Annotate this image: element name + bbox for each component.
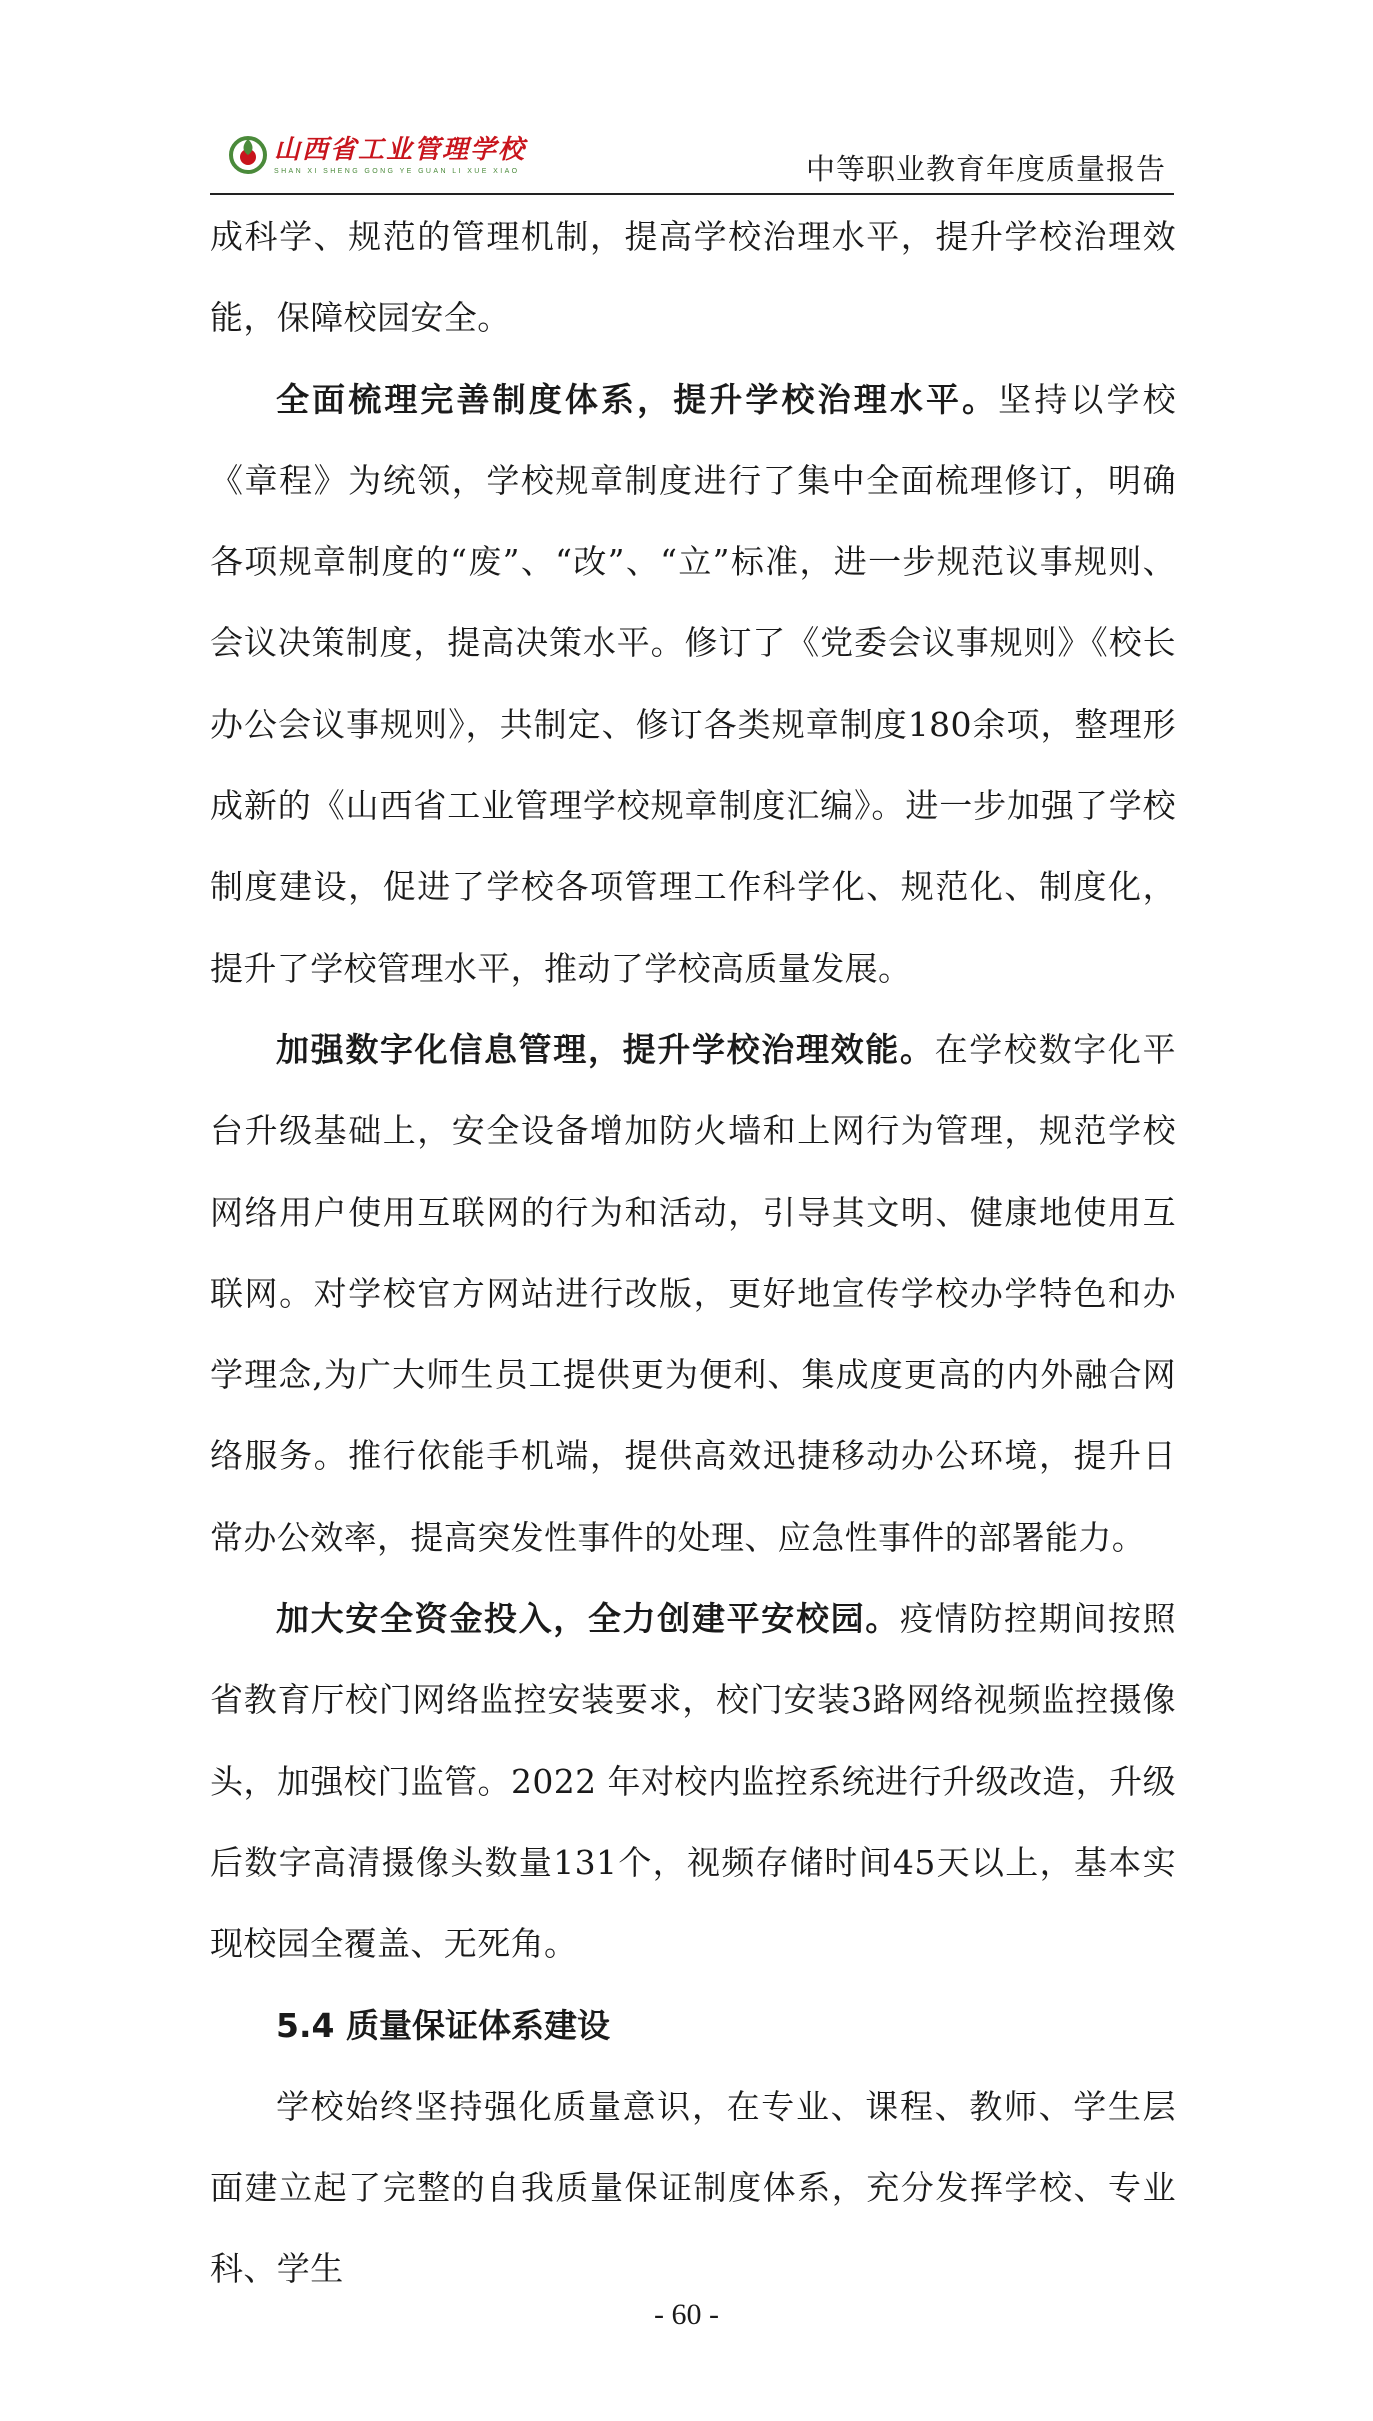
header-divider — [210, 193, 1174, 195]
paragraph-digital-management — [210, 1009, 1176, 1578]
logo-pinyin-name: SHAN XI SHENG GONG YE GUAN LI XUE XIAO — [274, 168, 520, 175]
paragraph-continued: 成科学、规范的管理机制，提高学校治理水平，提升学校治理效能，保障校园安全。 — [210, 217, 1176, 338]
page-number: - 60 - — [654, 2298, 719, 2331]
paragraph-system-review — [210, 359, 1176, 1009]
logo-chinese-name: 山西省工业管理学校 — [274, 135, 527, 165]
school-logo — [228, 135, 526, 177]
section-heading: 5.4 质量保证体系建设 — [276, 2005, 610, 2045]
paragraph-safety-investment — [210, 1578, 1176, 1984]
page-header — [210, 125, 1174, 195]
paragraph-lead: 加大安全资金投入，全力创建平安校园。 — [276, 1599, 900, 1639]
paragraph-quality-assurance: 学校始终坚持强化质量意识，在专业、课程、教师、学生层面建立起了完整的自我质量保证制度体系，充分发挥学校、专业科、学生 — [210, 2086, 1176, 2289]
paragraph-text: 坚持以学校《章程》为统领，学校规章制度进行了集中全面梳理修订，明确各项规章制度的“废”、“改”、“立”标准，进一步规范议事规则、会议决策制度，提高决策水平。修订了《党委会议事规则》《校长办公会议事规则》，共制定、修订各类规章制度180余项，整理形成新的《山西省工业管理学校规章制度汇编》。进一步加强了学校制度建设，促进了学校各项管理工作科学化、规范化、制度化，提升了学校管理水平，推动了学校高质量发展。 — [210, 379, 1177, 988]
report-title: 中等职业教育年度质量报告 — [805, 152, 1166, 186]
paragraph-text: 疫情防控期间按照省教育厅校门网络监控安装要求，校门安装3路网络视频监控摄像头，加强校门监管。2022 年对校内监控系统进行升级改造，升级后数字高清摄像头数量131个，视频存储时间45天以上，基本实现校园全覆盖、无死角。 — [210, 1599, 1176, 1964]
page-body — [210, 196, 1176, 2310]
school-logo-icon — [228, 135, 268, 175]
paragraph-lead: 全面梳理完善制度体系，提升学校治理水平。 — [276, 379, 999, 419]
paragraph-lead: 加强数字化信息管理，提升学校治理效能。 — [276, 1029, 935, 1069]
paragraph-text: 在学校数字化平台升级基础上，安全设备增加防火墙和上网行为管理，规范学校网络用户使用互联网的行为和活动，引导其文明、健康地使用互联网。对学校官方网站进行改版，更好地宣传学校办学特色和办学理念,为广大师生员工提供更为便利、集成度更高的内外融合网络服务。推行依能手机端，提供高效迅捷移动办公环境，提升日常办公效率，提高突发性事件的处理、应急性事件的部署能力。 — [210, 1029, 1176, 1557]
